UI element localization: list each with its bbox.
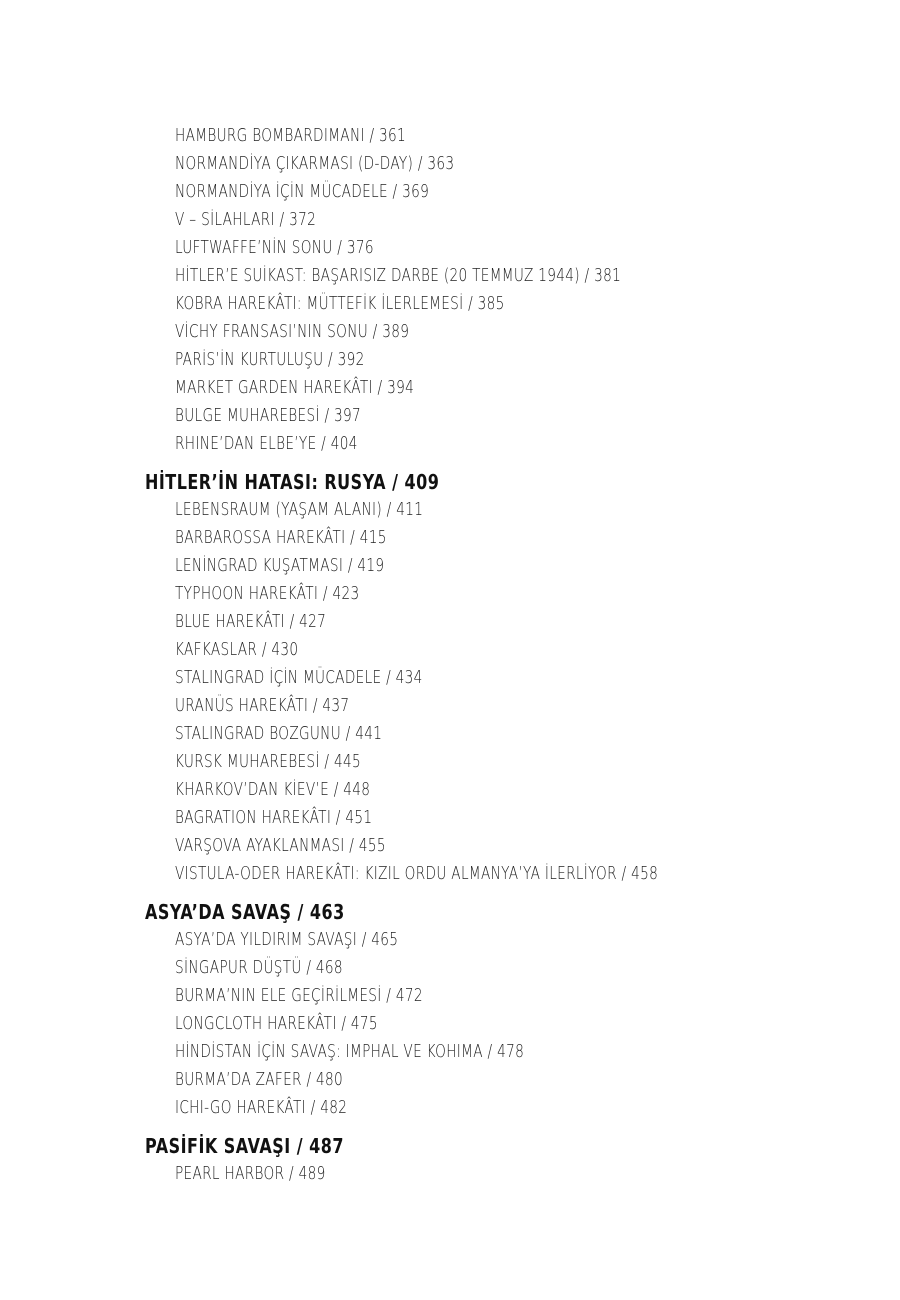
toc-entry[interactable]: RHINE’DAN ELBE’YE / 404 <box>175 434 358 454</box>
toc-entry[interactable]: ICHI-GO HAREKÂTI / 482 <box>175 1098 348 1118</box>
toc-entry[interactable]: V – SİLAHLARI / 372 <box>175 210 317 230</box>
toc-entry[interactable]: PEARL HARBOR / 489 <box>175 1164 326 1184</box>
toc-entry[interactable]: KURSK MUHAREBESİ / 445 <box>175 752 361 772</box>
toc-entry[interactable]: SİNGAPUR DÜŞTÜ / 468 <box>175 958 343 978</box>
toc-entry[interactable]: BAGRATION HAREKÂTI / 451 <box>175 808 373 828</box>
toc-group <box>0 122 900 458</box>
toc-entry[interactable]: ASYA’DA YILDIRIM SAVAŞI / 465 <box>175 930 399 950</box>
toc-entry[interactable]: MARKET GARDEN HAREKÂTI / 394 <box>175 378 415 398</box>
toc-entry[interactable]: LUFTWAFFE’NİN SONU / 376 <box>175 238 374 258</box>
toc-entry[interactable]: STALINGRAD İÇİN MÜCADELE / 434 <box>175 668 423 688</box>
toc-entry[interactable]: KHARKOV’DAN KİEV’E / 448 <box>175 780 371 800</box>
toc-entry[interactable]: PARİS’İN KURTULUŞU / 392 <box>175 350 365 370</box>
table-of-contents <box>0 122 900 1188</box>
section-title[interactable]: HİTLER’İN HATASI: RUSYA / 409 <box>145 470 440 494</box>
toc-entry[interactable]: NORMANDİYA İÇİN MÜCADELE / 369 <box>175 182 430 202</box>
toc-group <box>0 468 900 888</box>
toc-entry[interactable]: LEBENSRAUM (YAŞAM ALANI) / 411 <box>175 500 424 520</box>
toc-entry[interactable]: BULGE MUHAREBESİ / 397 <box>175 406 362 426</box>
toc-entry[interactable]: TYPHOON HAREKÂTI / 423 <box>175 584 360 604</box>
toc-entry[interactable]: HAMBURG BOMBARDIMANI / 361 <box>175 126 407 146</box>
toc-entry[interactable]: STALINGRAD BOZGUNU / 441 <box>175 724 383 744</box>
toc-entry[interactable]: KOBRA HAREKÂTI: MÜTTEFİK İLERLEMESİ / 385 <box>175 294 505 314</box>
toc-entry[interactable]: HİNDİSTAN İÇİN SAVAŞ: IMPHAL VE KOHIMA / 478 <box>175 1042 525 1062</box>
toc-entry[interactable]: VISTULA-ODER HAREKÂTI: KIZIL ORDU ALMANYA’YA İLERLİYOR / 458 <box>175 864 659 884</box>
section-title[interactable]: PASİFİK SAVAŞI / 487 <box>145 1134 344 1158</box>
toc-entry[interactable]: BURMA’NIN ELE GEÇİRİLMESİ / 472 <box>175 986 423 1006</box>
section-title[interactable]: ASYA’DA SAVAŞ / 463 <box>145 900 345 924</box>
toc-entry[interactable]: HİTLER’E SUİKAST: BAŞARISIZ DARBE (20 TEMMUZ 1944) / 381 <box>175 266 622 286</box>
toc-entry[interactable]: VİCHY FRANSASI’NIN SONU / 389 <box>175 322 410 342</box>
toc-entry[interactable]: NORMANDİYA ÇIKARMASI (D-DAY) / 363 <box>175 154 455 174</box>
toc-entry[interactable]: LONGCLOTH HAREKÂTI / 475 <box>175 1014 378 1034</box>
toc-entry[interactable]: KAFKASLAR / 430 <box>175 640 299 660</box>
toc-entry[interactable]: URANÜS HAREKÂTI / 437 <box>175 696 350 716</box>
toc-group <box>0 898 900 1122</box>
toc-entry[interactable]: BLUE HAREKÂTI / 427 <box>175 612 327 632</box>
toc-entry[interactable]: LENİNGRAD KUŞATMASI / 419 <box>175 556 385 576</box>
toc-entry[interactable]: BURMA’DA ZAFER / 480 <box>175 1070 344 1090</box>
toc-entry[interactable]: VARŞOVA AYAKLANMASI / 455 <box>175 836 386 856</box>
toc-group <box>0 1132 900 1188</box>
toc-entry[interactable]: BARBAROSSA HAREKÂTI / 415 <box>175 528 387 548</box>
